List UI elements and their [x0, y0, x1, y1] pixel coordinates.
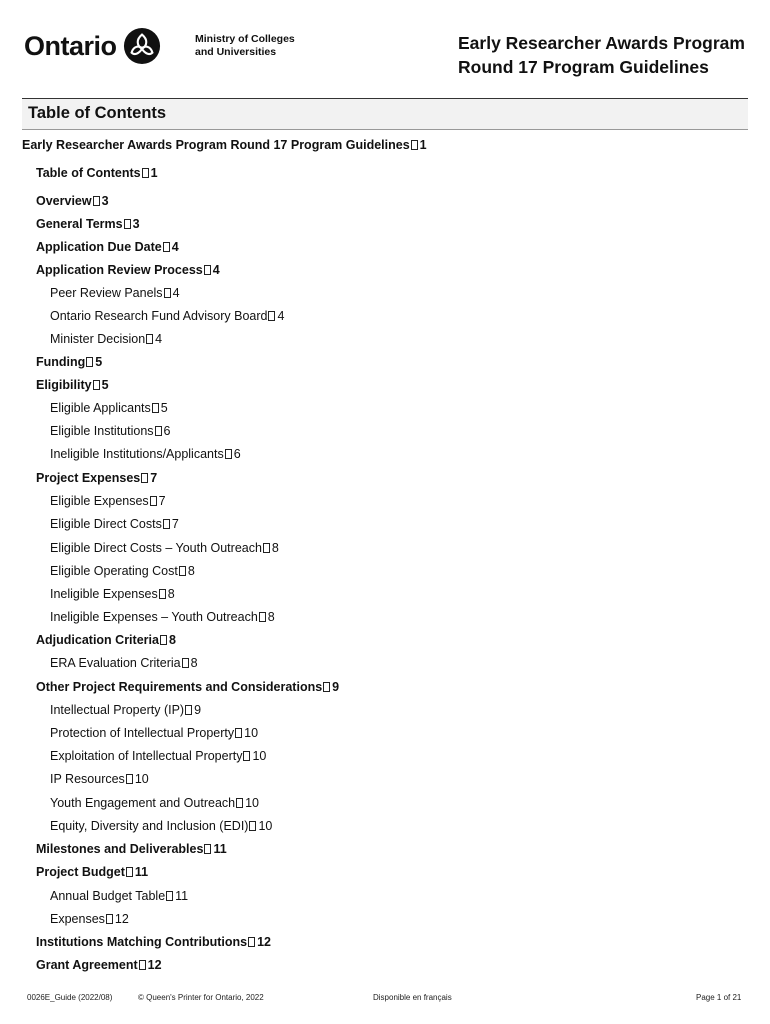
toc-entry-page: 10	[244, 726, 259, 740]
toc-heading: Table of Contents	[28, 104, 167, 122]
toc-entry-title: Exploitation of Intellectual Property	[50, 749, 243, 763]
toc-entry-title: Eligible Expenses	[50, 494, 149, 508]
toc-entry-page: 12	[114, 912, 129, 926]
toc-entry[interactable]	[36, 864, 148, 880]
toc-entry[interactable]	[36, 165, 158, 181]
toc-entry[interactable]	[50, 655, 198, 671]
toc-entry-title: Intellectual Property (IP)	[50, 703, 185, 717]
toc-entry-title: Early Researcher Awards Program Round 17 Program Guidelines	[22, 138, 410, 152]
tab-leader-glyph-icon	[259, 612, 266, 622]
toc-entry-title: General Terms	[36, 217, 123, 231]
toc-entry-page: 5	[95, 355, 103, 369]
toc-entry-page: 11	[134, 865, 149, 879]
tab-leader-glyph-icon	[155, 426, 162, 436]
tab-leader-glyph-icon	[179, 566, 186, 576]
toc-entry[interactable]	[50, 795, 259, 811]
toc-entry-page: 10	[245, 796, 260, 810]
toc-entry[interactable]	[36, 193, 109, 209]
tab-leader-glyph-icon	[411, 140, 418, 150]
toc-entry-title: Other Project Requirements and Considerations	[36, 680, 323, 694]
toc-entry-title: Annual Budget Table	[50, 889, 166, 903]
tab-leader-glyph-icon	[146, 334, 153, 344]
toc-entry-title: Eligible Institutions	[50, 424, 154, 438]
footer-doc-code: 0026E_Guide (2022/08)	[27, 993, 113, 1002]
toc-entry[interactable]	[50, 446, 241, 462]
tab-leader-glyph-icon	[93, 380, 100, 390]
toc-entry-title: Institutions Matching Contributions	[36, 935, 248, 949]
toc-entry-title: Funding	[36, 355, 86, 369]
tab-leader-glyph-icon	[93, 196, 100, 206]
toc-entry-title: Project Budget	[36, 865, 125, 879]
toc-entry-page: 10	[134, 772, 149, 786]
ministry-line-2: and Universities	[195, 46, 277, 58]
toc-entry-page: 9	[194, 703, 202, 717]
tab-leader-glyph-icon	[159, 589, 166, 599]
toc-entry-page: 7	[158, 494, 166, 508]
toc-entry-title: Peer Review Panels	[50, 286, 163, 300]
title-line-2: Round 17 Program Guidelines	[458, 57, 709, 77]
tab-leader-glyph-icon	[236, 798, 243, 808]
toc-entry-title: Table of Contents	[36, 166, 141, 180]
logo-wordmark: Ontario	[24, 30, 117, 61]
toc-entry[interactable]	[50, 725, 258, 741]
toc-entry-title: Overview	[36, 194, 92, 208]
page-footer	[0, 990, 770, 1020]
tab-leader-glyph-icon	[86, 357, 93, 367]
tab-leader-glyph-icon	[160, 635, 167, 645]
toc-entry-title: Eligible Direct Costs	[50, 517, 162, 531]
toc-entry-page: 3	[132, 217, 140, 231]
toc-entry-page: 10	[258, 819, 273, 833]
tab-leader-glyph-icon	[150, 496, 157, 506]
toc-entry-title: Project Expenses	[36, 471, 141, 485]
toc-entry-title: Adjudication Criteria	[36, 633, 159, 647]
tab-leader-glyph-icon	[166, 891, 173, 901]
tab-leader-glyph-icon	[248, 937, 255, 947]
toc-entry[interactable]	[50, 493, 166, 509]
toc-entry[interactable]	[50, 888, 188, 904]
toc-entry[interactable]	[50, 911, 129, 927]
tab-leader-glyph-icon	[142, 168, 149, 178]
toc-entry-title: Grant Agreement	[36, 958, 138, 972]
footer-copyright: © Queen's Printer for Ontario, 2022	[138, 993, 264, 1002]
tab-leader-glyph-icon	[141, 473, 148, 483]
tab-leader-glyph-icon	[126, 867, 133, 877]
toc-entry-title: Ineligible Expenses	[50, 587, 158, 601]
toc-entry[interactable]	[50, 609, 275, 625]
toc-entry-title: Eligible Operating Cost	[50, 564, 178, 578]
toc-entry-title: Eligible Applicants	[50, 401, 151, 415]
tab-leader-glyph-icon	[126, 774, 133, 784]
toc-entry[interactable]	[36, 262, 220, 278]
toc-entry-title: ERA Evaluation Criteria	[50, 656, 181, 670]
toc-entry-page: 8	[187, 564, 195, 578]
toc-entry[interactable]	[50, 308, 284, 324]
toc-entry[interactable]	[36, 354, 102, 370]
toc-entry-title: Minister Decision	[50, 332, 146, 346]
toc-entry-page: 4	[277, 309, 285, 323]
footer-page-number: Page 1 of 21	[696, 993, 742, 1002]
toc-entry-page: 3	[101, 194, 109, 208]
toc-entry-page: 8	[167, 587, 175, 601]
toc-entry[interactable]	[36, 470, 157, 486]
toc-entry[interactable]	[50, 748, 266, 764]
toc-entry[interactable]	[50, 818, 272, 834]
toc-entry-title: Eligible Direct Costs – Youth Outreach	[50, 541, 262, 555]
tab-leader-glyph-icon	[249, 821, 256, 831]
toc-entry-title: Protection of Intellectual Property	[50, 726, 235, 740]
toc-entry[interactable]	[22, 137, 427, 153]
tab-leader-glyph-icon	[106, 914, 113, 924]
toc-entry-page: 1	[419, 138, 427, 152]
tab-leader-glyph-icon	[263, 543, 270, 553]
toc-entry-title: Equity, Diversity and Inclusion (EDI)	[50, 819, 249, 833]
toc-entry-title: IP Resources	[50, 772, 125, 786]
toc-entry-page: 11	[213, 842, 227, 856]
toc-entry-page: 12	[257, 935, 271, 949]
toc-entry[interactable]	[36, 632, 176, 648]
toc-entry-title: Application Due Date	[36, 240, 162, 254]
toc-entry-title: Youth Engagement and Outreach	[50, 796, 236, 810]
toc-entry[interactable]	[36, 957, 162, 973]
toc-entry-page: 8	[271, 541, 279, 555]
title-line-1: Early Researcher Awards Program	[458, 33, 745, 53]
tab-leader-glyph-icon	[323, 682, 330, 692]
tab-leader-glyph-icon	[124, 219, 131, 229]
tab-leader-glyph-icon	[163, 519, 170, 529]
tab-leader-glyph-icon	[225, 449, 232, 459]
toc-entry-page: 8	[190, 656, 198, 670]
toc-entry-title: Eligibility	[36, 378, 92, 392]
toc-entry[interactable]	[50, 400, 168, 416]
toc-entry[interactable]	[50, 771, 149, 787]
toc-entry-page: 12	[147, 958, 162, 972]
toc-entry-page: 4	[172, 286, 180, 300]
toc-entry[interactable]	[50, 586, 175, 602]
toc-entry-page: 7	[171, 517, 179, 531]
toc-entry-title: Ineligible Expenses – Youth Outreach	[50, 610, 258, 624]
toc-entry-page: 9	[332, 680, 340, 694]
toc-entry-page: 6	[163, 424, 171, 438]
toc-entry-page: 4	[155, 332, 163, 346]
toc-entry[interactable]	[50, 423, 170, 439]
ministry-line-1: Ministry of Colleges	[195, 33, 295, 45]
toc-entry[interactable]	[36, 377, 109, 393]
toc-entry-page: 4	[212, 263, 220, 277]
tab-leader-glyph-icon	[204, 265, 211, 275]
footer-french-availability: Disponible en français	[373, 993, 452, 1002]
toc-entry-title: Milestones and Deliverables	[36, 842, 204, 856]
toc-entry-page: 10	[252, 749, 267, 763]
toc-entry-title: Ontario Research Fund Advisory Board	[50, 309, 268, 323]
toc-entry[interactable]	[50, 285, 180, 301]
toc-entry[interactable]	[36, 679, 339, 695]
tab-leader-glyph-icon	[235, 728, 242, 738]
toc-entry-title: Application Review Process	[36, 263, 203, 277]
toc-entry[interactable]	[36, 239, 179, 255]
toc-entry-page: 1	[150, 166, 158, 180]
toc-entry[interactable]	[50, 702, 201, 718]
tab-leader-glyph-icon	[163, 242, 170, 252]
tab-leader-glyph-icon	[204, 844, 211, 854]
toc-entry[interactable]	[50, 563, 195, 579]
tab-leader-glyph-icon	[152, 403, 159, 413]
tab-leader-glyph-icon	[243, 751, 250, 761]
toc-entry[interactable]	[50, 540, 279, 556]
toc-entry-page: 7	[150, 471, 158, 485]
toc-entry-page: 4	[171, 240, 179, 254]
toc-entry-title: Expenses	[50, 912, 105, 926]
tab-leader-glyph-icon	[185, 705, 192, 715]
tab-leader-glyph-icon	[164, 288, 171, 298]
toc-entry-page: 8	[168, 633, 176, 647]
tab-leader-glyph-icon	[182, 658, 189, 668]
toc-entry-page: 11	[175, 889, 189, 903]
toc-entry[interactable]	[36, 841, 227, 857]
toc-entry[interactable]	[50, 331, 162, 347]
tab-leader-glyph-icon	[139, 960, 146, 970]
toc-entry[interactable]	[50, 516, 179, 532]
toc-entry-page: 8	[267, 610, 275, 624]
toc-entry[interactable]	[36, 934, 271, 950]
tab-leader-glyph-icon	[268, 311, 275, 321]
toc-entry[interactable]	[36, 216, 140, 232]
toc-entry-page: 5	[160, 401, 168, 415]
toc-entry-page: 5	[101, 378, 109, 392]
toc-entry-title: Ineligible Institutions/Applicants	[50, 447, 224, 461]
toc-entry-page: 6	[233, 447, 241, 461]
